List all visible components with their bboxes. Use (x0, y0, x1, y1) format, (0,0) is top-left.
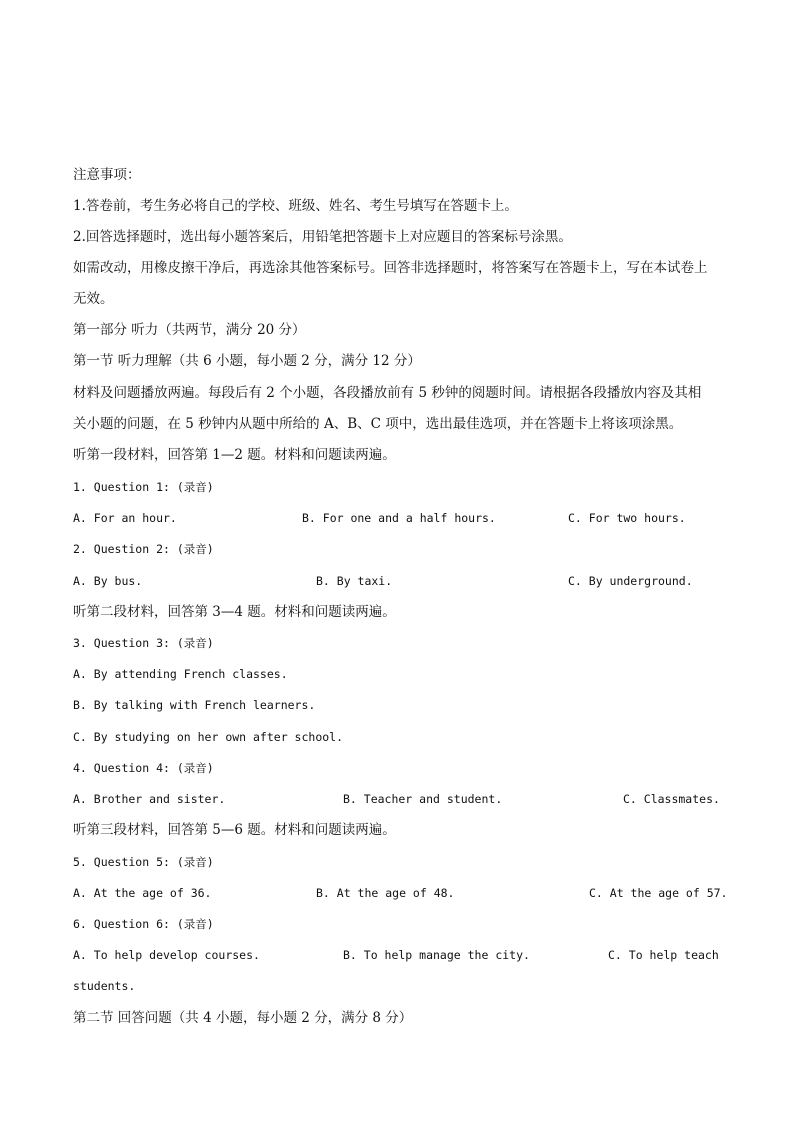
question-4-option-a: A. Brother and sister. (73, 792, 226, 806)
section-one-heading: 第一节 听力理解（共 6 小题，每小题 2 分，满分 12 分） (73, 353, 421, 369)
notice-item-1: 1.答卷前，考生务必将自己的学校、班级、姓名、考生号填写在答题卡上。 (73, 198, 518, 214)
notice-item-2: 2.回答选择题时，选出每小题答案后，用铅笔把答题卡上对应题目的答案标号涂黑。 (73, 229, 572, 245)
question-6-option-c-continued: students. (73, 979, 136, 993)
notice-item-2-end: 无效。 (73, 291, 114, 307)
question-5-option-a: A. At the age of 36. (73, 886, 212, 900)
segment-3-intro: 听第三段材料，回答第 5—6 题。材料和问题读两遍。 (73, 822, 396, 838)
question-4-stem: 4. Question 4: (录音) (73, 761, 214, 775)
question-5-option-c: C. At the age of 57. (589, 886, 728, 900)
segment-2-intro: 听第二段材料，回答第 3—4 题。材料和问题读两遍。 (73, 604, 396, 620)
question-6-option-b: B. To help manage the city. (343, 948, 530, 962)
question-1-option-a: A. For an hour. (73, 511, 177, 525)
part-one-heading: 第一部分 听力（共两节，满分 20 分） (73, 322, 306, 338)
question-1-stem: 1. Question 1: (录音) (73, 480, 214, 494)
question-3-option-c: C. By studying on her own after school. (73, 730, 344, 744)
question-2-option-c: C. By underground. (568, 574, 693, 588)
notice-item-2-continued: 如需改动，用橡皮擦干净后，再选涂其他答案标号。回答非选择题时，将答案写在答题卡上，写在本试卷上 (73, 260, 708, 276)
question-4-option-b: B. Teacher and student. (343, 792, 503, 806)
instructions-line-2: 关小题的问题，在 5 秒钟内从题中所给的 A、B、C 项中，选出最佳选项，并在答题卡上将该项涂黑。 (73, 416, 683, 432)
question-2-option-a: A. By bus. (73, 574, 143, 588)
notice-title: 注意事项： (73, 167, 141, 183)
instructions-line-1: 材料及问题播放两遍。每段后有 2 个小题，各段播放前有 5 秒钟的阅题时间。请根据各段播放内容及其相 (73, 385, 702, 401)
section-two-heading: 第二节 回答问题（共 4 小题，每小题 2 分，满分 8 分） (73, 1010, 413, 1026)
question-3-option-b: B. By talking with French learners. (73, 698, 316, 712)
question-6-stem: 6. Question 6: (录音) (73, 917, 214, 931)
question-2-stem: 2. Question 2: (录音) (73, 542, 214, 556)
question-3-stem: 3. Question 3: (录音) (73, 636, 214, 650)
question-5-stem: 5. Question 5: (录音) (73, 855, 214, 869)
question-6-option-c: C. To help teach (608, 948, 719, 962)
question-1-option-b: B. For one and a half hours. (302, 511, 496, 525)
question-6-option-a: A. To help develop courses. (73, 948, 260, 962)
question-2-option-b: B. By taxi. (316, 574, 393, 588)
question-1-option-c: C. For two hours. (568, 511, 686, 525)
segment-1-intro: 听第一段材料，回答第 1—2 题。材料和问题读两遍。 (73, 447, 396, 463)
question-3-option-a: A. By attending French classes. (73, 667, 288, 681)
question-4-option-c: C. Classmates. (623, 792, 720, 806)
question-5-option-b: B. At the age of 48. (316, 886, 455, 900)
